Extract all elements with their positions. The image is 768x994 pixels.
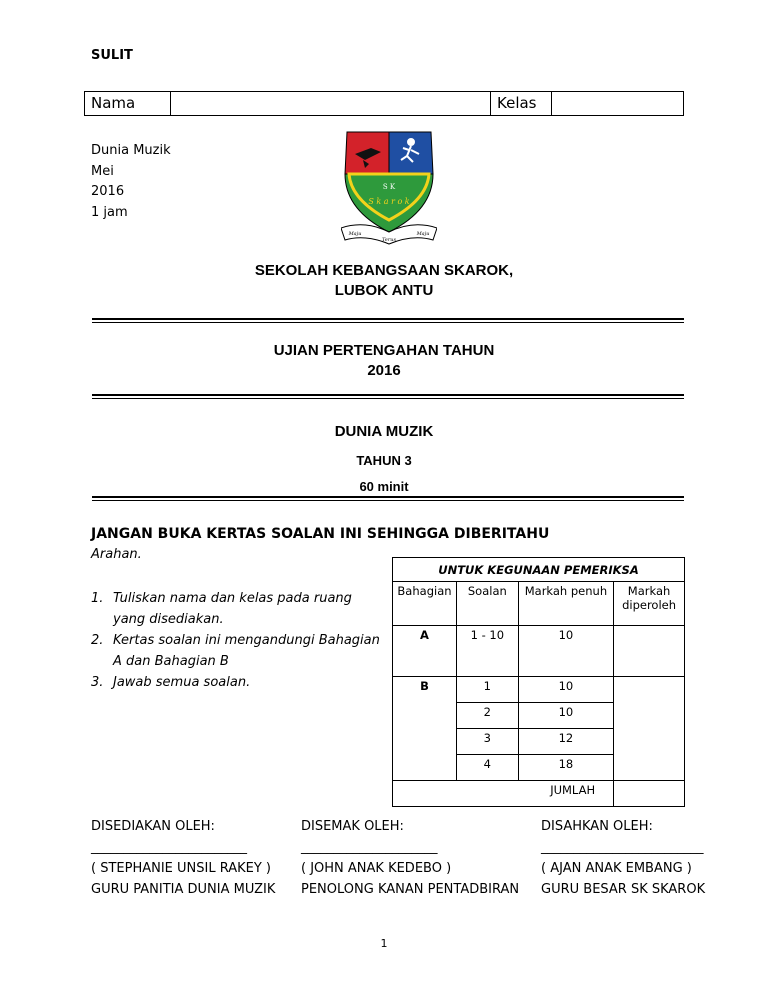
signature-line: ________________________	[91, 840, 247, 855]
divider-2	[92, 394, 684, 396]
cell-bahagian: A	[393, 626, 457, 677]
signature-role: DISAHKAN OLEH:	[541, 819, 653, 834]
divider-3b	[92, 500, 684, 501]
signature-checked	[301, 816, 519, 900]
paper-subject: DUNIA MUZIK	[334, 423, 434, 440]
class-field[interactable]	[552, 92, 683, 115]
cell-markah: 18	[518, 755, 613, 781]
exam-title-line2: 2016	[367, 362, 401, 379]
list-item	[91, 672, 381, 693]
class-label: Kelas	[491, 92, 552, 115]
instructions-list	[91, 588, 381, 693]
signature-title: PENOLONG KANAN PENTADBIRAN	[301, 882, 520, 897]
crest-motto-left: Maju	[348, 231, 362, 237]
crest-motto-right: Maju	[416, 231, 430, 237]
signature-name: ( STEPHANIE UNSIL RAKEY )	[91, 861, 272, 876]
classification-label: SULIT	[91, 48, 133, 63]
crest-initials: S K	[382, 183, 396, 191]
meta-duration: 1 jam	[91, 204, 128, 220]
cell-markah: 12	[518, 729, 613, 755]
crest-school-name: S k a r o k	[368, 197, 410, 206]
cell-markah: 10	[518, 626, 613, 677]
cell-diperoleh[interactable]	[614, 626, 685, 677]
signature-approved	[541, 816, 705, 900]
list-text: Tuliskan nama dan kelas pada ruang yang disediakan.	[113, 591, 352, 627]
cell-soalan: 2	[456, 703, 518, 729]
list-item	[91, 630, 381, 672]
signature-name: ( AJAN ANAK EMBANG )	[541, 861, 692, 876]
school-crest	[341, 128, 437, 252]
examiner-table	[392, 557, 685, 807]
signature-line: _____________________	[301, 840, 438, 855]
name-field[interactable]	[171, 92, 491, 115]
list-number: 1.	[91, 591, 104, 606]
table-row	[393, 781, 685, 807]
cell-soalan: 1	[456, 677, 518, 703]
school-name-line1: SEKOLAH KEBANGSAAN SKAROK,	[254, 262, 514, 279]
signature-name: ( JOHN ANAK KEDEBO )	[301, 861, 452, 876]
examiner-table-title: UNTUK KEGUNAAN PEMERIKSA	[393, 558, 685, 582]
total-value[interactable]	[614, 781, 685, 807]
meta-subject: Dunia Muzik	[91, 143, 171, 158]
instructions-title: Arahan.	[91, 547, 142, 562]
table-row	[393, 677, 685, 703]
school-name	[84, 261, 684, 301]
cell-markah: 10	[518, 703, 613, 729]
page-number: 1	[380, 937, 388, 950]
list-text: Kertas soalan ini mengandungi Bahagian A dan Bahagian B	[113, 633, 380, 669]
divider-2b	[92, 398, 684, 399]
crest-motto-mid: Terus	[381, 237, 397, 243]
divider-3	[92, 496, 684, 498]
col-header: Markah penuh	[518, 582, 613, 626]
name-class-table	[84, 91, 684, 116]
exam-title-line1: UJIAN PERTENGAHAN TAHUN	[273, 342, 495, 359]
col-header: Soalan	[456, 582, 518, 626]
name-label: Nama	[85, 92, 171, 115]
signature-prepared	[91, 816, 275, 900]
col-header: Bahagian	[393, 582, 457, 626]
list-text: Jawab semua soalan.	[113, 675, 251, 690]
divider-1	[92, 318, 684, 320]
signature-title: GURU PANITIA DUNIA MUZIK	[91, 882, 276, 897]
cell-soalan: 3	[456, 729, 518, 755]
cell-markah: 10	[518, 677, 613, 703]
list-number: 3.	[91, 675, 104, 690]
list-number: 2.	[91, 633, 104, 648]
cell-soalan: 4	[456, 755, 518, 781]
exam-title	[84, 341, 684, 381]
meta-month: Mei	[91, 163, 114, 179]
cell-diperoleh[interactable]	[614, 677, 685, 781]
divider-1b	[92, 322, 684, 323]
warning-text: JANGAN BUKA KERTAS SOALAN INI SEHINGGA DIBERITAHU	[91, 526, 550, 542]
paper-minutes: 60 minit	[359, 479, 409, 494]
paper-meta	[91, 141, 171, 223]
school-name-line2: LUBOK ANTU	[334, 282, 434, 299]
signature-title: GURU BESAR SK SKAROK	[541, 882, 706, 897]
cell-bahagian: B	[393, 677, 457, 781]
meta-year: 2016	[91, 184, 125, 199]
cell-soalan: 1 - 10	[456, 626, 518, 677]
signature-role: DISEDIAKAN OLEH:	[91, 819, 215, 834]
signature-role: DISEMAK OLEH:	[301, 819, 404, 834]
signature-line: _________________________	[541, 840, 704, 855]
total-label: JUMLAH	[393, 781, 614, 807]
col-header: Markah diperoleh	[614, 582, 685, 626]
list-item	[91, 588, 381, 630]
paper-grade: TAHUN 3	[356, 453, 412, 468]
table-row	[393, 626, 685, 677]
